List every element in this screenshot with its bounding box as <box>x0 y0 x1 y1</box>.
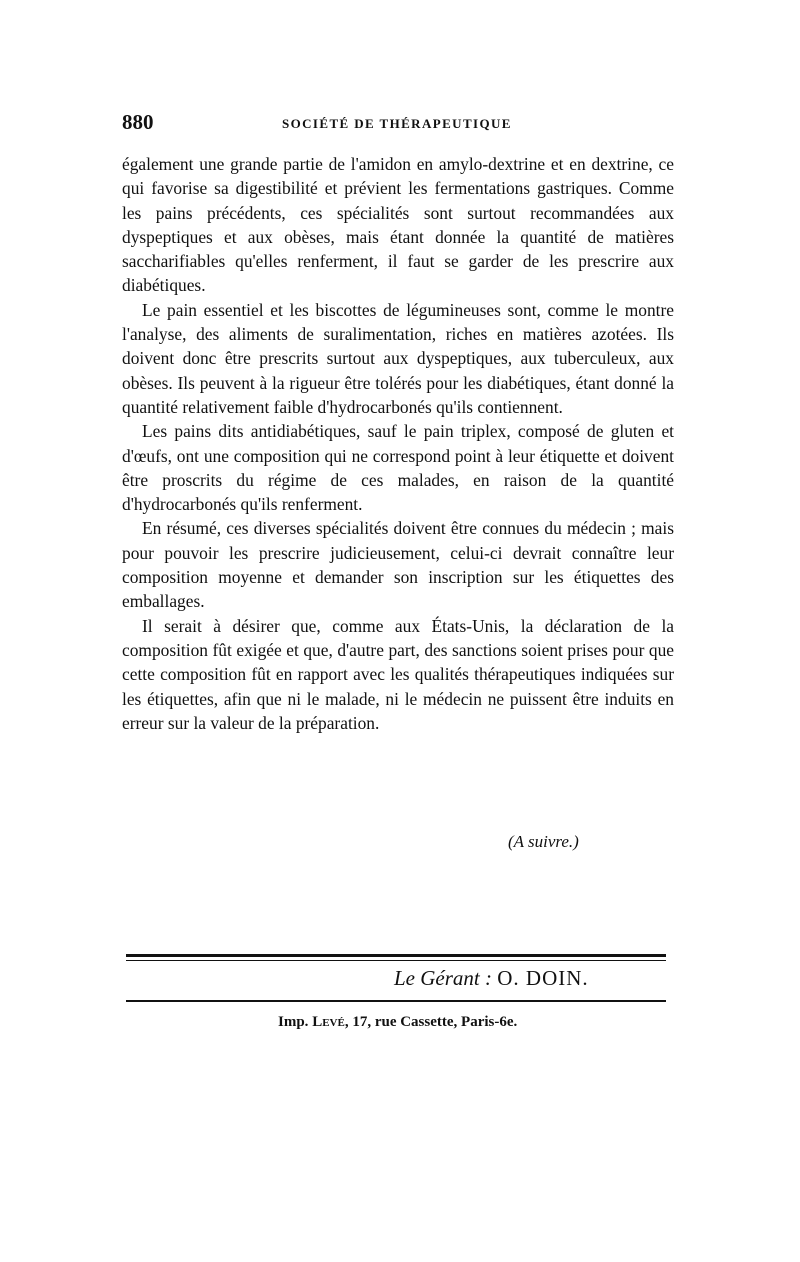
footer-rule-bottom <box>126 1000 666 1002</box>
footer-rule-thin <box>126 960 666 961</box>
page-number: 880 <box>122 110 154 134</box>
gerant-label: Le Gérant : <box>394 966 492 990</box>
running-title: SOCIÉTÉ DE THÉRAPEUTIQUE <box>282 116 512 131</box>
body-text <box>122 152 674 735</box>
gerant-line <box>394 966 589 991</box>
paragraph-conclusion: Il serait à désirer que, comme aux États-Unis, la déclaration de la composition fût exigée et que, d'autre part, des sanctions soient prises pour que cette composition fût en rapport avec les qualités thérapeutiques indiquées sur les étiquettes, afin que ni le malade, ni le médecin ne puissent être induits en erreur sur la valeur de la préparation. <box>122 615 674 733</box>
footer-rule-thick <box>126 954 666 957</box>
paragraph-continued: également une grande partie de l'amidon en amylo-dextrine et en dextrine, ce qui favorise sa digestibilité et prévient les fermentations gastriques. Comme les pains précédents, ces spécialités sont surtout recommandées aux dyspeptiques et aux obèses, mais étant donnée la quantité de matières saccharifiables qu'elles renferment, il faut se garder de les prescrire aux diabétiques. <box>122 154 674 296</box>
paragraph-pain-essentiel: Le pain essentiel et les biscottes de légumineuses sont, comme le montre l'analyse, des aliments de suralimentation, riches en matières azotées. Ils doivent donc être prescrits surtout aux dyspeptiques, aux tuberculeux, aux obèses. Ils peuvent à la rigueur être tolérés pour les diabétiques, étant donné la quantité relativement faible d'hydrocarbonés qu'ils contiennent. <box>122 299 674 417</box>
page-header <box>122 110 674 140</box>
to-follow-note: (A suivre.) <box>508 832 579 851</box>
imprint-suffix: , 17, rue Cassette, Paris-6e. <box>344 1014 518 1030</box>
imprint-line <box>278 1014 517 1031</box>
paragraph-en-resume: En résumé, ces diverses spécialités doivent être connues du médecin ; mais pour pouvoir les prescrire judicieusement, celui-ci devrait connaître leur composition moyenne et demander son inscription sur les étiquettes des emballages. <box>122 518 674 612</box>
imprint-name: Levé <box>312 1014 345 1030</box>
gerant-name: O. DOIN. <box>497 966 589 990</box>
imprint-prefix: Imp. <box>278 1014 313 1030</box>
paragraph-pains-antidiabetiques: Les pains dits antidiabétiques, sauf le pain triplex, composé de gluten et d'œufs, ont une composition qui ne correspond point à leur étiquette et doivent être proscrits du régime de ces malades, en raison de la quantité d'hydrocarbonés qu'ils renferment. <box>122 421 674 515</box>
